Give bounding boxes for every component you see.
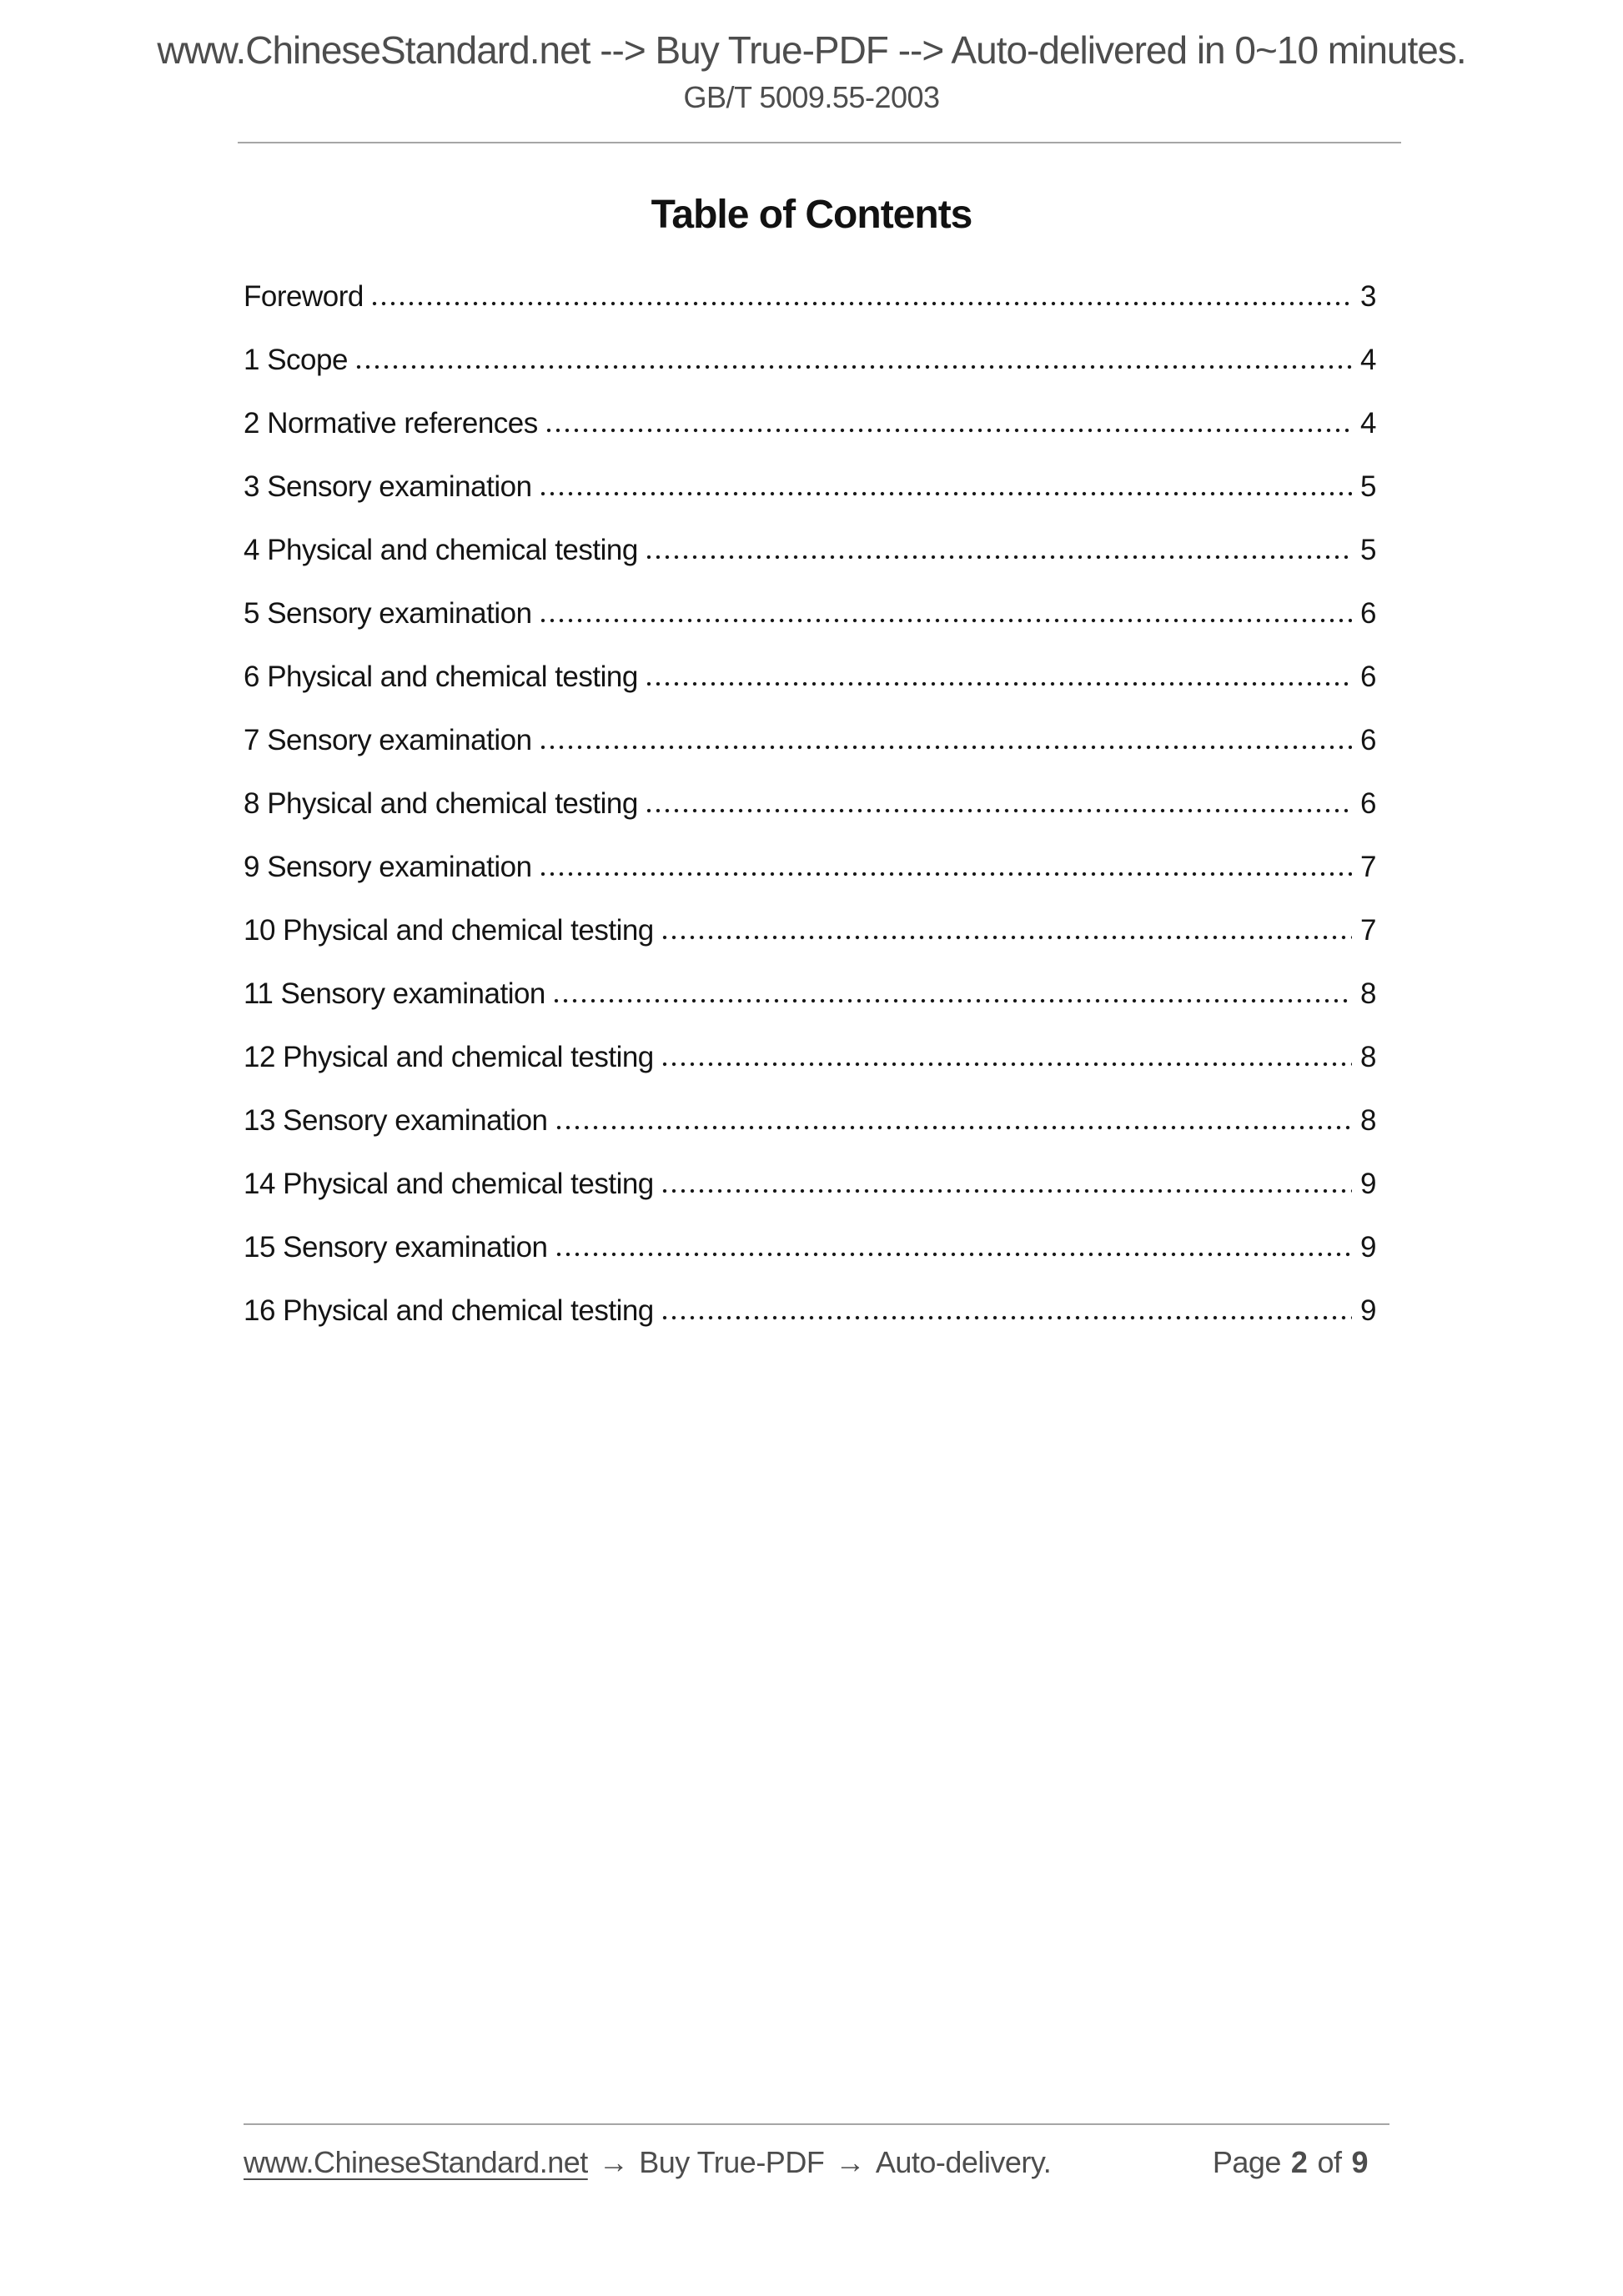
toc-entry[interactable] [244, 1216, 1376, 1279]
toc-list [244, 265, 1376, 1343]
toc-entry-page: 8 [1360, 977, 1376, 1010]
toc-entry-label: 13 Sensory examination [244, 1104, 548, 1137]
toc-entry-page: 8 [1360, 1041, 1376, 1073]
toc-dot-leader [540, 745, 1352, 750]
toc-entry-page: 8 [1360, 1104, 1376, 1137]
toc-entry-label: 10 Physical and chemical testing [244, 914, 654, 947]
document-header [0, 0, 1623, 115]
footer-buy-text: Buy True-PDF [639, 2145, 825, 2179]
toc-dot-leader [662, 1062, 1352, 1067]
toc-entry-label: Foreword [244, 280, 364, 313]
toc-entry-page: 9 [1360, 1294, 1376, 1327]
toc-entry-page: 5 [1360, 534, 1376, 566]
toc-entry-label: 4 Physical and chemical testing [244, 534, 638, 566]
toc-entry[interactable] [244, 1026, 1376, 1089]
toc-dot-leader [554, 998, 1352, 1003]
toc-entry-page: 6 [1360, 597, 1376, 630]
toc-entry-page: 6 [1360, 661, 1376, 693]
toc-entry[interactable] [244, 1279, 1376, 1343]
total-page-number: 9 [1351, 2145, 1368, 2179]
toc-dot-leader [662, 935, 1352, 940]
toc-entry[interactable] [244, 265, 1376, 329]
toc-dot-leader [646, 555, 1352, 560]
toc-entry-page: 7 [1360, 851, 1376, 883]
toc-entry-page: 7 [1360, 914, 1376, 947]
toc-entry-label: 15 Sensory examination [244, 1231, 548, 1264]
toc-entry-label: 3 Sensory examination [244, 470, 532, 503]
toc-entry[interactable] [244, 1153, 1376, 1216]
right-arrow-icon: → [835, 2145, 865, 2179]
footer-divider [244, 2123, 1389, 2125]
toc-entry[interactable] [244, 329, 1376, 392]
toc-entry-page: 3 [1360, 280, 1376, 313]
toc-entry-label: 7 Sensory examination [244, 724, 532, 756]
toc-entry-label: 14 Physical and chemical testing [244, 1168, 654, 1200]
toc-dot-leader [540, 491, 1352, 496]
standard-number: GB/T 5009.55-2003 [683, 80, 940, 114]
page-indicator [1213, 2145, 1368, 2180]
toc-dot-leader [662, 1315, 1352, 1320]
toc-dot-leader [546, 428, 1352, 433]
toc-dot-leader [540, 872, 1352, 877]
toc-entry-page: 9 [1360, 1168, 1376, 1200]
toc-entry-label: 6 Physical and chemical testing [244, 661, 638, 693]
toc-dot-leader [356, 364, 1352, 369]
page-label: Page [1212, 2145, 1281, 2179]
toc-entry[interactable] [244, 772, 1376, 836]
toc-entry-page: 4 [1360, 407, 1376, 440]
toc-entry[interactable] [244, 1089, 1376, 1153]
toc-entry-label: 12 Physical and chemical testing [244, 1041, 654, 1073]
footer-info [244, 2145, 1051, 2180]
toc-entry[interactable] [244, 899, 1376, 962]
page-title: Table of Contents [651, 193, 972, 237]
toc-entry-label: 5 Sensory examination [244, 597, 532, 630]
right-arrow-icon: → [598, 2145, 629, 2179]
toc-entry-label: 11 Sensory examination [244, 977, 545, 1010]
toc-entry[interactable] [244, 392, 1376, 455]
toc-dot-leader [556, 1252, 1353, 1257]
toc-dot-leader [662, 1188, 1352, 1193]
toc-dot-leader [646, 681, 1352, 686]
toc-entry[interactable] [244, 519, 1376, 582]
toc-dot-leader [540, 618, 1352, 623]
toc-entry-label: 1 Scope [244, 344, 348, 376]
toc-entry[interactable] [244, 646, 1376, 709]
toc-entry[interactable] [244, 962, 1376, 1026]
footer-delivery-text: Auto-delivery. [875, 2145, 1052, 2179]
toc-dot-leader [372, 301, 1352, 306]
toc-entry[interactable] [244, 455, 1376, 519]
toc-entry-label: 8 Physical and chemical testing [244, 787, 638, 820]
toc-dot-leader [556, 1125, 1353, 1130]
toc-entry[interactable] [244, 582, 1376, 646]
toc-entry-page: 5 [1360, 470, 1376, 503]
toc-entry-page: 6 [1360, 724, 1376, 756]
toc-entry-label: 16 Physical and chemical testing [244, 1294, 654, 1327]
of-label: of [1317, 2145, 1342, 2179]
toc-entry-page: 4 [1360, 344, 1376, 376]
toc-entry[interactable] [244, 709, 1376, 772]
toc-entry-page: 6 [1360, 787, 1376, 820]
document-footer [244, 2145, 1368, 2180]
header-divider [238, 142, 1401, 143]
toc-entry-label: 9 Sensory examination [244, 851, 532, 883]
toc-dot-leader [646, 808, 1352, 813]
toc-entry-page: 9 [1360, 1231, 1376, 1264]
toc-entry-label: 2 Normative references [244, 407, 538, 440]
footer-site-link[interactable]: www.ChineseStandard.net [244, 2145, 588, 2179]
current-page-number: 2 [1290, 2145, 1308, 2179]
header-banner-text: www.ChineseStandard.net --> Buy True-PDF --> Auto-delivered in 0~10 minutes. [157, 28, 1466, 72]
toc-entry[interactable] [244, 836, 1376, 899]
